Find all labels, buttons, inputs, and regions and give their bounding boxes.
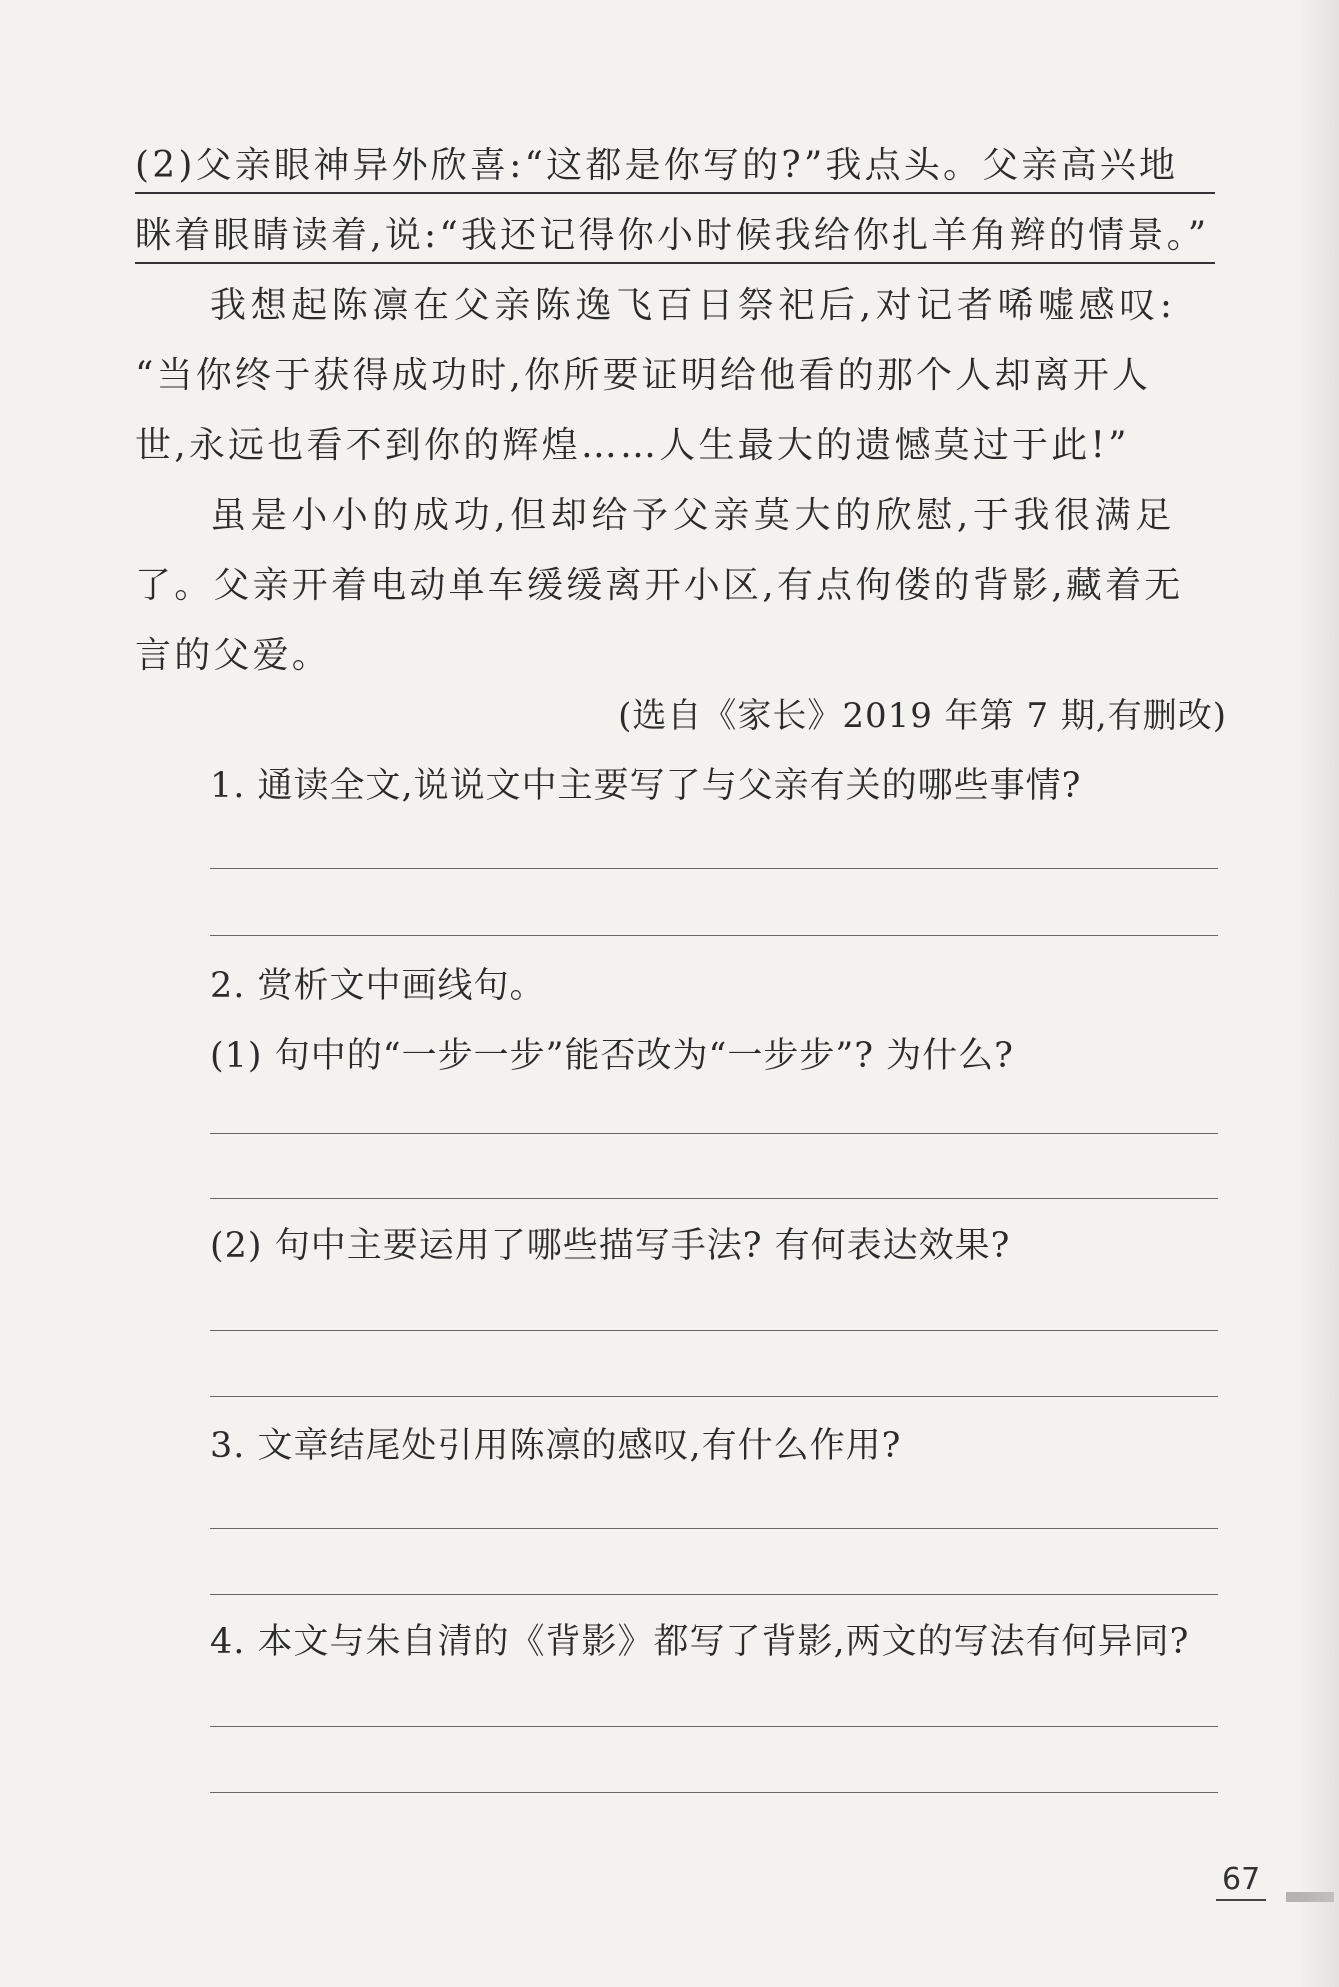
passage-line: 我想起陈凛在父亲陈逸飞百日祭祀后,对记者唏嘘感叹:	[210, 285, 1177, 326]
passage-line-underlined-1: (2)父亲眼神异外欣喜:“这都是你写的?”我点头。父亲高兴地	[135, 142, 1215, 194]
answer-line[interactable]	[210, 1792, 1218, 1793]
question-1: 1. 通读全文,说说文中主要写了与父亲有关的哪些事情?	[210, 766, 1082, 806]
question-3: 3. 文章结尾处引用陈凛的感叹,有什么作用?	[210, 1426, 902, 1466]
answer-line[interactable]	[210, 1133, 1218, 1134]
source-citation: (选自《家长》2019 年第 7 期,有删改)	[618, 696, 1227, 736]
question-4: 4. 本文与朱自清的《背影》都写了背影,两文的写法有何异同?	[210, 1622, 1190, 1662]
passage-line: 了。父亲开着电动单车缓缓离开小区,有点佝偻的背影,藏着无	[135, 565, 1184, 606]
passage-line-underlined-2: 眯着眼睛读着,说:“我还记得你小时候我给你扎羊角辫的情景。”	[135, 212, 1215, 264]
answer-line[interactable]	[210, 1330, 1218, 1331]
question-2-1: (1) 句中的“一步一步”能否改为“一步步”? 为什么?	[210, 1036, 1014, 1076]
question-2: 2. 赏析文中画线句。	[210, 966, 546, 1006]
answer-line[interactable]	[210, 1528, 1218, 1529]
page-number: 67	[1216, 1862, 1266, 1901]
answer-line[interactable]	[210, 935, 1218, 936]
answer-line[interactable]	[210, 1594, 1218, 1595]
answer-line[interactable]	[210, 1396, 1218, 1397]
passage-line: 虽是小小的成功,但却给予父亲莫大的欣慰,于我很满足	[210, 495, 1176, 536]
page-edge-shadow	[1299, 0, 1339, 1987]
answer-line[interactable]	[210, 1198, 1218, 1199]
passage-line: 世,永远也看不到你的辉煌……人生最大的遗憾莫过于此!”	[135, 425, 1130, 466]
passage-line: “当你终于获得成功时,你所要证明给他看的那个人却离开人	[135, 355, 1152, 396]
answer-line[interactable]	[210, 868, 1218, 869]
answer-line[interactable]	[210, 1726, 1218, 1727]
question-2-2: (2) 句中主要运用了哪些描写手法? 有何表达效果?	[210, 1226, 1011, 1266]
passage-line: 言的父爱。	[135, 635, 332, 676]
